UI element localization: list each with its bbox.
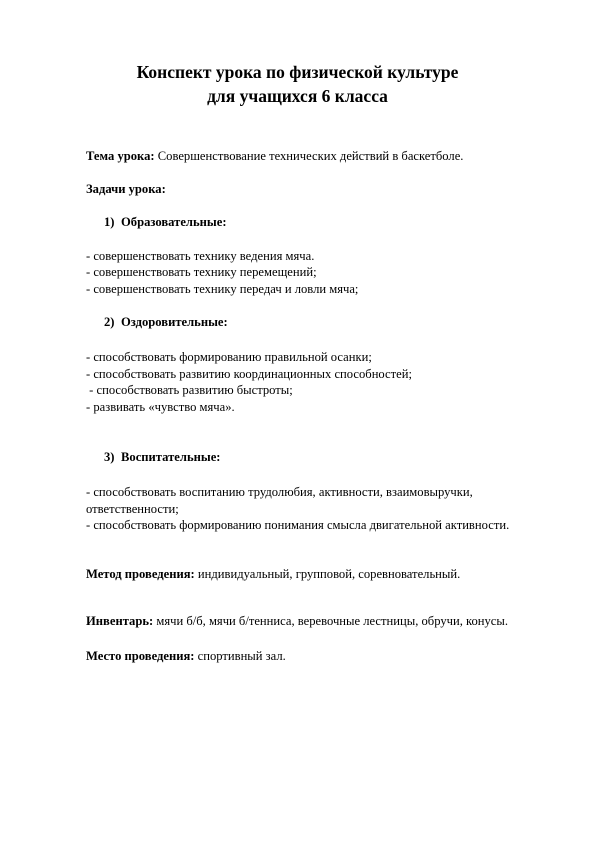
educational-label: Образовательные: [121,215,227,229]
place [86,648,286,664]
educational-number: 1) [104,215,115,229]
inventory-value: мячи б/б, мячи б/тенниса, веревочные лестницы, обручи, конусы. [153,614,509,628]
method-value: индивидуальный, групповой, соревновательный. [194,567,461,581]
health-heading [104,314,228,330]
lesson-tasks-label: Задачи урока: [86,182,166,196]
method-label: Метод проведения: [86,567,195,581]
health-item: - способствовать развитию координационных способностей; [86,367,412,381]
inventory-label: Инвентарь: [86,614,154,628]
educational-heading [104,214,227,230]
health-item: - способствовать развитию быстроты; [86,383,293,397]
document-title-line-2: для учащихся 6 класса [207,86,388,106]
lesson-topic [86,148,463,164]
document-title-line-1: Конспект урока по физической культуре [136,62,459,82]
place-label: Место проведения: [86,649,195,663]
place-value: спортивный зал. [194,649,286,663]
lesson-topic-value: Совершенствование технических действий в баскетболе. [154,149,464,163]
health-item: - развивать «чувство мяча». [86,400,235,414]
upbringing-item: - способствовать воспитанию трудолюбия, активности, взаимовыручки, [86,485,473,499]
health-item: - способствовать формированию правильной осанки; [86,350,372,364]
health-label: Оздоровительные: [121,315,228,329]
upbringing-number: 3) [104,450,115,464]
educational-item: - совершенствовать технику перемещений; [86,265,317,279]
health-number: 2) [104,315,115,329]
upbringing-item-continuation: ответственности; [86,502,179,516]
upbringing-item: - способствовать формированию понимания смысла двигательной активности. [86,518,510,532]
lesson-topic-label: Тема урока: [86,149,155,163]
upbringing-label: Воспитательные: [121,450,221,464]
upbringing-heading [104,449,220,465]
method [86,566,460,582]
educational-item: - совершенствовать технику передач и ловли мяча; [86,282,359,296]
educational-item: - совершенствовать технику ведения мяча. [86,249,315,263]
inventory [86,613,508,629]
